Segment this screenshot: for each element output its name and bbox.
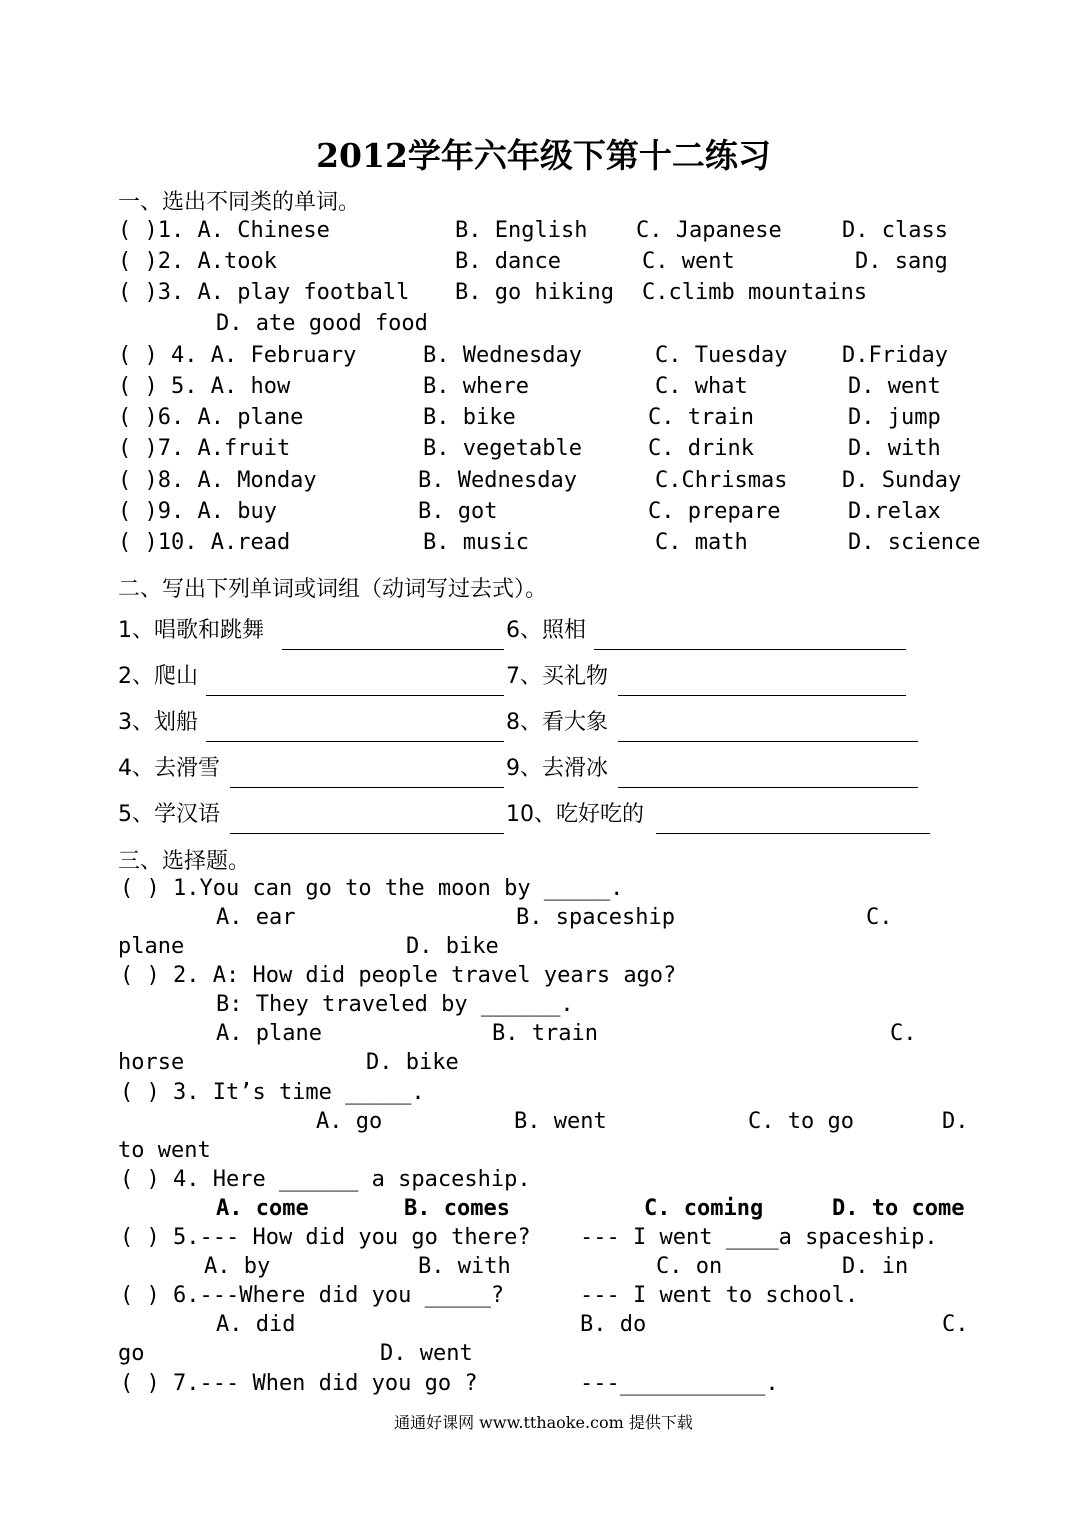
option-c: C. Japanese [636,218,782,243]
option-d: D. [942,1109,969,1134]
option-d: D.Friday [842,343,948,368]
section2-heading: 二、写出下列单词或词组（动词写过去式）。 [118,577,548,602]
answer-text: ---___________. [580,1371,779,1396]
word-prompt: 8、看大象 [506,710,608,735]
question-prefix: ( )6. A. plane [118,405,304,430]
section1-heading: 一、选出不同类的单词。 [118,190,361,215]
option-c-text: go [118,1341,145,1366]
question-text: ( ) 7.--- When did you go ? [120,1371,478,1396]
option-a: A. plane [216,1021,322,1046]
answer-blank[interactable] [282,649,504,650]
word-prompt: 1、唱歌和跳舞 [118,618,264,643]
option-b: B. went [514,1109,607,1134]
option-c: C. to go [748,1109,854,1134]
option-c: C. train [648,405,754,430]
question-prefix: ( )9. A. buy [118,499,277,524]
option-d: D. class [842,218,948,243]
option-c: C. [890,1021,917,1046]
word-prompt: 5、学汉语 [118,802,220,827]
option-c: C. [866,905,893,930]
option-d-text: to went [118,1138,211,1163]
question-text: ( ) 2. A: How did people travel years ago? [120,963,677,988]
option-c: C. math [655,530,748,555]
option-c: C. prepare [648,499,781,524]
option-d: D. science [848,530,981,555]
option-b: B. got [418,499,498,524]
list-item [0,499,1087,530]
answer-blank[interactable] [206,741,504,742]
option-d: D. Sunday [842,468,962,493]
question-prefix: ( ) 5. A. how [118,374,291,399]
table-row [0,748,1087,788]
option-d: D. sang [855,249,948,274]
option-a: A. come [216,1196,309,1221]
option-c-text: horse [118,1050,185,1075]
question-text: ( ) 3. It’s time _____. [120,1080,425,1105]
word-prompt: 4、去滑雪 [118,756,220,781]
list-item [0,1254,1087,1285]
option-d: D. with [848,436,941,461]
question-prefix: ( )2. A.took [118,249,277,274]
answer-text: --- I went ____a spaceship. [580,1225,938,1250]
word-prompt: 2、爬山 [118,664,198,689]
word-prompt: 3、划船 [118,710,198,735]
question-prefix: ( )7. A.fruit [118,436,291,461]
list-item [0,1196,1087,1227]
answer-blank[interactable] [230,787,504,788]
table-row [0,610,1087,650]
question-text: B: They traveled by ______. [216,992,574,1017]
question-stem [0,1283,1087,1314]
option-b: B. do [580,1312,647,1337]
option-c: C. coming [644,1196,764,1221]
answer-blank[interactable] [594,649,906,650]
option-b: B. where [423,374,529,399]
list-item [0,405,1087,436]
question-text: ( ) 4. Here ______ a spaceship. [120,1167,531,1192]
option-d: D.relax [848,499,941,524]
option-b: B. train [492,1021,598,1046]
question-prefix: ( )3. A. play football [118,280,410,305]
option-d: D. jump [848,405,941,430]
list-item [0,1109,1087,1140]
word-prompt: 10、吃好吃的 [506,802,644,827]
question-stem [0,1371,1087,1402]
question-prefix: ( ) 4. A. February [118,343,357,368]
question-prefix: ( )10. A.read [118,530,291,555]
option-a: A. ear [216,905,296,930]
option-d: D. in [842,1254,909,1279]
option-c: C. drink [648,436,754,461]
list-item [0,905,1087,936]
list-item [0,249,1087,280]
option-b: B. spaceship [516,905,675,930]
option-b: B. dance [455,249,561,274]
option-c: C.climb mountains [642,280,868,305]
option-b: B. vegetable [423,436,582,461]
answer-blank[interactable] [618,695,906,696]
option-d: D. to come [832,1196,965,1221]
option-b: B. with [418,1254,511,1279]
list-item [0,436,1087,467]
question-stem [0,1225,1087,1256]
list-item [0,311,1087,342]
list-item [0,218,1087,249]
page-title: 2012学年六年级下第十二练习 [316,136,771,175]
list-item [0,1312,1087,1343]
option-c: C. on [656,1254,723,1279]
answer-text: --- I went to school. [580,1283,859,1308]
list-item [0,1050,1087,1081]
list-item [0,468,1087,499]
option-b: B. English [455,218,588,243]
option-c-text: plane [118,934,185,959]
question-text: ( ) 5.--- How did you go there? [120,1225,531,1250]
question-stem [0,963,1087,994]
option-c: C. Tuesday [655,343,788,368]
option-d: D. ate good food [216,311,428,336]
list-item [0,934,1087,965]
question-stem [0,1167,1087,1198]
list-item [0,280,1087,311]
option-d: D. went [848,374,941,399]
option-a: A. did [216,1312,296,1337]
option-d: D. bike [366,1050,459,1075]
question-stem [0,876,1087,907]
option-d: D. went [380,1341,473,1366]
option-b: B. Wednesday [423,343,582,368]
question-text: ( ) 1.You can go to the moon by _____. [120,876,624,901]
table-row [0,656,1087,696]
option-d: D. bike [406,934,499,959]
table-row [0,794,1087,834]
answer-blank[interactable] [618,787,918,788]
word-prompt: 7、买礼物 [506,664,608,689]
answer-blank[interactable] [618,741,918,742]
answer-blank[interactable] [230,833,504,834]
option-c: C.Chrismas [655,468,788,493]
option-b: B. bike [423,405,516,430]
list-item [0,1341,1087,1372]
list-item [0,1138,1087,1169]
option-b: B. go hiking [455,280,614,305]
option-b: B. music [423,530,529,555]
word-prompt: 9、去滑冰 [506,756,608,781]
option-a: A. by [204,1254,271,1279]
option-b: B. comes [404,1196,510,1221]
list-item [0,530,1087,561]
answer-blank[interactable] [206,695,504,696]
word-prompt: 6、照相 [506,618,586,643]
question-text: ( ) 6.---Where did you _____? [120,1283,505,1308]
list-item [0,374,1087,405]
question-prefix: ( )8. A. Monday [118,468,317,493]
list-item [0,343,1087,374]
page-footer: 通通好课网 www.tthaoke.com 提供下载 [394,1413,693,1432]
option-c: C. went [642,249,735,274]
option-c: C. what [655,374,748,399]
question-stem [0,1080,1087,1111]
answer-blank[interactable] [656,833,930,834]
option-a: A. go [316,1109,383,1134]
option-b: B. Wednesday [418,468,577,493]
question-stem [0,992,1087,1023]
section3-heading: 三、选择题。 [118,849,251,874]
question-prefix: ( )1. A. Chinese [118,218,330,243]
option-c: C. [942,1312,969,1337]
table-row [0,702,1087,742]
list-item [0,1021,1087,1052]
